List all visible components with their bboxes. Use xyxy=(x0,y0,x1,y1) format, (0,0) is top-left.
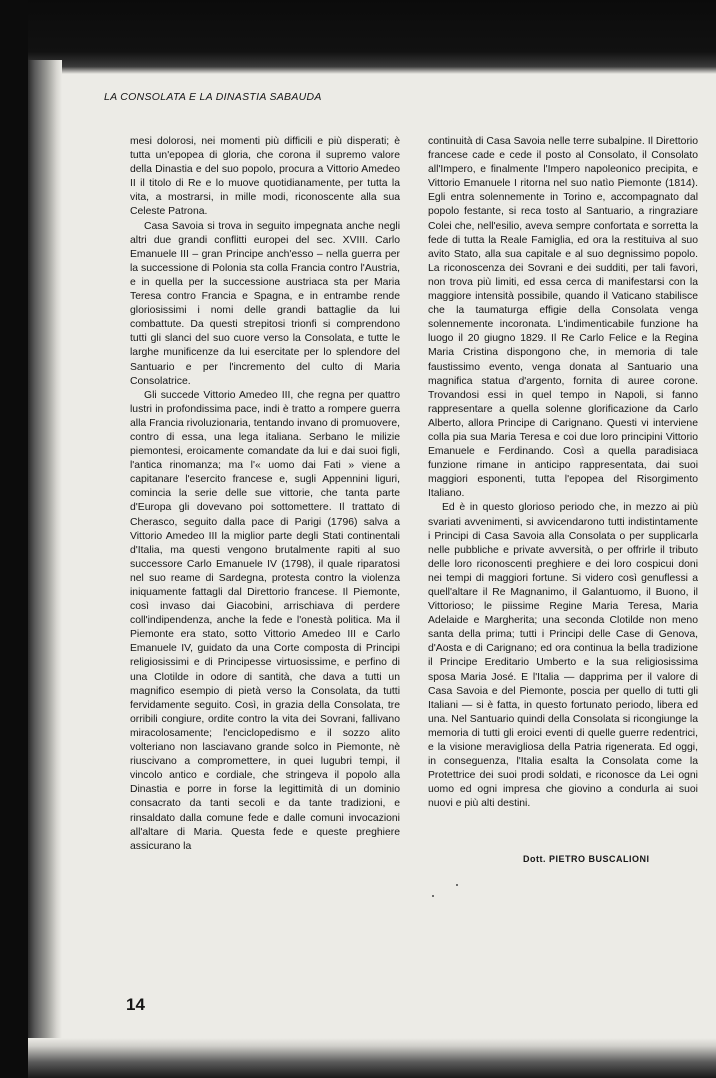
print-speck xyxy=(432,895,434,897)
binding-shadow xyxy=(28,60,62,1078)
paragraph: mesi dolorosi, nei momenti più difficili e più disperati; è tutta un'epopea di gloria, che corona il supremo valore della Dinastia e del suo popolo, procura a Vittorio Amedeo II il titolo di Re e lo muove quotidianamente, per tutta la vita, a mostrarsi, in mille modi, riconoscente alla sua Celeste Patrona. xyxy=(130,136,400,218)
author-signature: Dott. PIETRO BUSCALIONI xyxy=(523,854,650,864)
book-page xyxy=(28,0,716,1078)
print-speck xyxy=(456,884,458,886)
bottom-scan-shadow xyxy=(28,1038,716,1078)
page-number: 14 xyxy=(126,995,145,1014)
left-column xyxy=(130,135,400,854)
paragraph: Ed è in questo glorioso periodo che, in mezzo ai più svariati avvenimenti, si avvicendarono tutti indistintamente i Principi di Casa Savoia alla Consolata o per supplicarla nelle pubbliche e private avversità, o per offrirle il tributo delle loro riconoscenti preghiere e dei loro cospicui doni nei tempi di maggiori fortune. Si videro così genuflessi a quell'altare il Re Magnanimo, il Galantuomo, il Buono, il Vittorioso; le piissime Regine Maria Teresa, Maria Adelaide e Margherita; una seconda Clotilde non meno santa della prima; tutti i Principi delle Case di Genova, d'Aosta e di Carignano; ed ora continua la bella tradizione il Principe Ereditario Umberto e la sua religiosissima sposa Maria José. E l'Italia — dapprima per il valore di Casa Savoia e del Piemonte, poscia per quello di tutti gli Italiani — si è fatta, in questo fortunato periodo, libera ed una. Nel Santuario quindi della Consolata si ricongiunge la memoria di tutti gli eroici eventi di quelle guerre redentrici, e la visione meravigliosa della Patria rigenerata. Ed oggi, in conseguenza, l'Italia esalta la Consolata come la Protettrice dei suoi prodi soldati, e riconosce da Lei ogni uomo ed ogni impresa che giovino a condurla ai suoi nuovi e più alti destini. xyxy=(428,502,698,810)
paragraph: Casa Savoia si trova in seguito impegnata anche negli altri due grandi conflitti europei del sec. XVIII. Carlo Emanuele III – gran Principe anch'esso – nella guerra per la successione di Polonia sta colla Francia contro l'Austria, e in quella per la successione austriaca sta per Maria Teresa contro Francia e Spagna, e in entrambe rende gloriosissimi i nomi delle grandi battaglie da lui combattute. Da questi strepitosi trionfi si comprendono tutti gli slanci del suo cuore verso la Consolata, e tutte le larghe munificenze da lui esercitate per lo splendore del Santuario e per l'incremento del culto di Maria Consolatrice. xyxy=(130,220,400,387)
running-head: LA CONSOLATA E LA DINASTIA SABAUDA xyxy=(104,91,322,103)
paragraph: Gli succede Vittorio Amedeo III, che regna per quattro lustri in profondissima pace, indi è tratto a rompere guerra alla Francia rivoluzionaria, tentando invano di promuovere, contro di essa, una lega italiana. Serbano le milizie piemontesi, eroicamente comandate da lui e dai suoi figli, l'antica rinomanza; ma l'« uomo dai Fati » viene a capitanare l'esercito francese e, sugli Appennini liguri, comincia la serie delle sue vittorie, che tanta parte d'Europa gli dovevano poi sottomettere. Il trattato di Cherasco, seguito dalla pace di Parigi (1796) salva a Vittorio Amedeo III la miglior parte degli Stati continentali d'Italia, ma questi vengono brutalmente rapiti al suo successore Carlo Emanuele IV (1798), il quale riparatosi nel suo reame di Sardegna, protesta contro la violenza iniquamente fattagli dal Direttorio francese. Il Piemonte, così invaso dai Giacobini, arrischiava di perdere coll'indipendenza, anche la fede e l'onestà politica. Ma il Piemonte era stato, sotto Vittorio Amedeo III e Carlo Emanuele IV, guidato da una Corte composta di Principi religiosissimi e di Principesse virtuosissime, e perfino di una Clotilde in odore di santità, che dava a tutti un magnifico esempio di pietà verso la Consolata, da tutti fervidamente seguito. Così, in grazia della Consolata, tre orribili congiure, ordite contro la vita dei Sovrani, fallivano miracolosamente; l'enciclopedismo e il sozzo alito volteriano non lasciavano grande solco in Piemonte, nè riuscivano a compromettere, in quei lugubri tempi, il vincolo antico e cordiale, che stringeva il popolo alla Dinastia e porre in forse la legittimità di un dominio consacrato da tanti secoli e da tante tradizioni, e rinsaldato dalla comune fede e dalle comuni invocazioni all'altare di Maria. Questa fede e queste preghiere assicurano la xyxy=(130,389,400,852)
right-column xyxy=(428,135,698,812)
paragraph: continuità di Casa Savoia nelle terre subalpine. Il Direttorio francese cade e cede il posto al Consolato, il Consolato all'Impero, e finalmente l'Impero napoleonico precipita, e Vittorio Emanuele I ritorna nel suo natìo Piemonte (1814). Egli entra solennemente in Torino e, accompagnato dal popolo festante, si reca tosto al Santuario, a ringraziare Colei che, nell'esilio, aveva sempre confortata e sorretta la fede di tutta la Reale Famiglia, ed ora la restituiva al suo avito Stato, alla sua capitale e al suo degnissimo popolo. La riconoscenza dei Sovrani e dei sudditi, per tali favori, non trova più limiti, ed essa cerca di manifestarsi con la maggiore intensità possibile, quando il Vaticano stabilisce che la taumaturga effigie della Consolata venga solennemente incoronata. L'indimenticabile funzione ha luogo il 20 giugno 1829. Il Re Carlo Felice e la Regina Maria Cristina dispongono che, in memoria di tale faustissimo evento, venga donata al Santuario una magnifica statua d'argento, fornita di auree corone. Trovandosi essi in quel tempo in Napoli, si fanno rappresentare a quella solenne glorificazione da Carlo Alberto, allora Principe di Carignano. Questi vi interviene colla pia sua Maria Teresa e coi due loro principini Vittorio Emanuele e Ferdinando. Così a quella paradisiaca funzione rimane in anticipo rappresentata, dai suoi maggiori esponenti, tutta l'epopea del Risorgimento Italiano. xyxy=(428,136,698,500)
top-scan-shadow xyxy=(28,0,716,74)
